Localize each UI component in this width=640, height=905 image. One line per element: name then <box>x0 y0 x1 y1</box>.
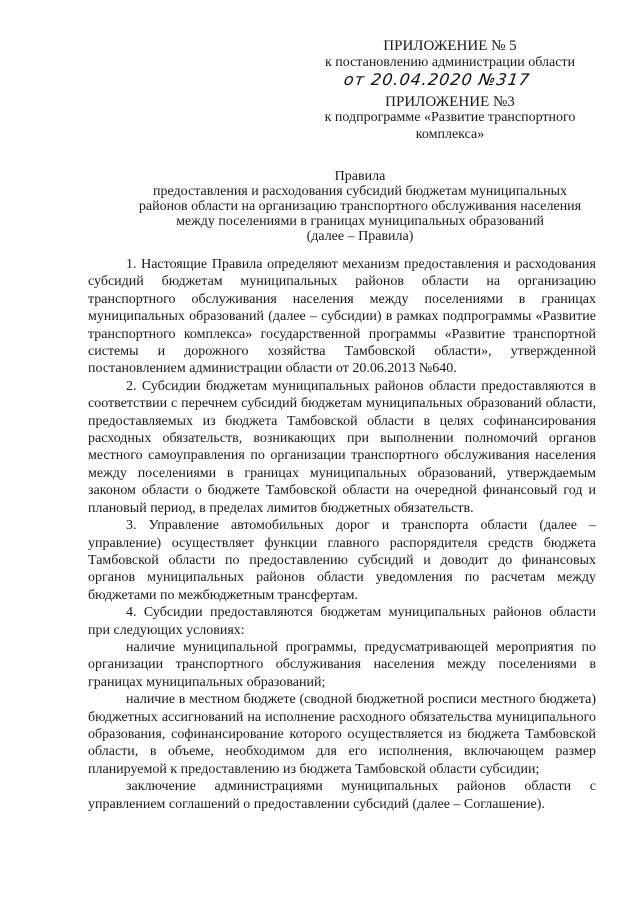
appendix-number: ПРИЛОЖЕНИЕ № 5 <box>383 38 517 54</box>
subprogram-reference-cont: комплекса» <box>415 127 485 142</box>
handwritten-date-signature: от 20.04.2020 №317 <box>342 70 532 89</box>
document-subtitle-line: (далее – Правила) <box>306 229 414 244</box>
document-title: Правила <box>334 169 386 184</box>
subprogram-reference: к подпрограмме «Развитие транспортного <box>324 110 576 125</box>
condition-3: заключение администрациями муниципальных районов области с управлением соглашений о предоставлении субсидий (далее – Соглашение). <box>88 779 596 812</box>
appendix-reference: к постановлению администрации области <box>324 55 576 70</box>
appendix-subnumber: ПРИЛОЖЕНИЕ №3 <box>385 94 515 110</box>
document-subtitle-line: районов области на организацию транспортного обслуживания населения <box>138 199 582 214</box>
paragraph-2: 2. Субсидии бюджетам муниципальных районов области предоставляются в соответствии с перечнем субсидий бюджетам муниципальных образований области, предоставляемых из бюджета Тамбовской области в целях софинансирования расходных обязательств, возникающих при выполнении полномочий органов местного самоуправления по организации транспортного обслуживания населения между поселениями в границах муниципальных образований, утверждаемым законом области о бюджете Тамбовской области на очередной финансовый год и плановый период, в пределах лимитов бюджетных обязательств. <box>88 378 596 516</box>
condition-2: наличие в местном бюджете (сводной бюджетной росписи местного бюджета) бюджетных ассигнований на исполнение расходного обязательства муниципального образования, софинансирование которого осуществляется из бюджета Тамбовской области, в объеме, необходимом для его исполнения, включающем размер планируемой к предоставлению из бюджета Тамбовской области субсидии; <box>88 692 596 777</box>
document-subtitle-line: предоставления и расходования субсидий бюджетам муниципальных <box>152 184 567 199</box>
paragraph-4: 4. Субсидии предоставляются бюджетам муниципальных районов области при следующих условиях: <box>88 605 596 638</box>
condition-1: наличие муниципальной программы, предусматривающей мероприятия по организации транспортного обслуживания населения между поселениями в границах муниципальных образований; <box>88 639 596 690</box>
document-body <box>88 256 596 813</box>
paragraph-1: 1. Настоящие Правила определяют механизм предоставления и расходования субсидий бюджетам муниципальных районов области на организацию транспортного обслуживания населения между поселениями в границах муниципальных образований (далее – субсидии) в рамках подпрограммы «Развитие транспортного комплекса» государственной программы «Развитие транспортной системы и дорожного хозяйства Тамбовской области», утвержденной постановлением администрации области от 20.06.2013 №640. <box>88 257 596 377</box>
document-subtitle-line: между поселениями в границах муниципальных образований <box>176 214 544 229</box>
paragraph-3: 3. Управление автомобильных дорог и транспорта области (далее – управление) осуществляет функции главного распорядителя средств бюджета Тамбовской области по предоставлению субсидий и доводит до финансовых органов муниципальных районов области уведомления по расчетам между бюджетами по межбюджетным трансфертам. <box>88 518 596 603</box>
